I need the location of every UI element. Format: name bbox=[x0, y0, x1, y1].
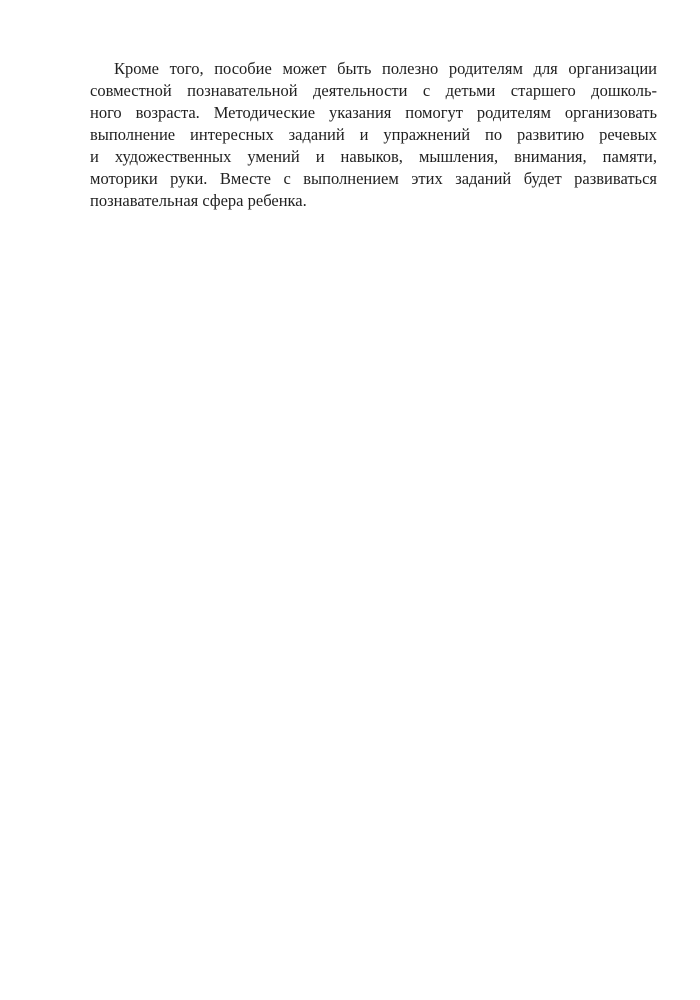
paragraph-line: моторики руки. Вместе с выполнением этих заданий будет развиваться bbox=[90, 169, 657, 188]
paragraph-line: познавательная сфера ребенка. bbox=[90, 191, 307, 210]
paragraph-line: совместной познавательной деятельности с детьми старшего дошколь- bbox=[90, 81, 657, 100]
body-paragraph bbox=[90, 58, 657, 212]
paragraph-line: выполнение интересных заданий и упражнений по развитию речевых bbox=[90, 125, 657, 144]
paragraph-line: Кроме того, пособие может быть полезно родителям для организации bbox=[114, 59, 657, 78]
paragraph-line: ного возраста. Методические указания помогут родителям организовать bbox=[90, 103, 657, 122]
paragraph-line: и художественных умений и навыков, мышления, внимания, памяти, bbox=[90, 147, 657, 166]
